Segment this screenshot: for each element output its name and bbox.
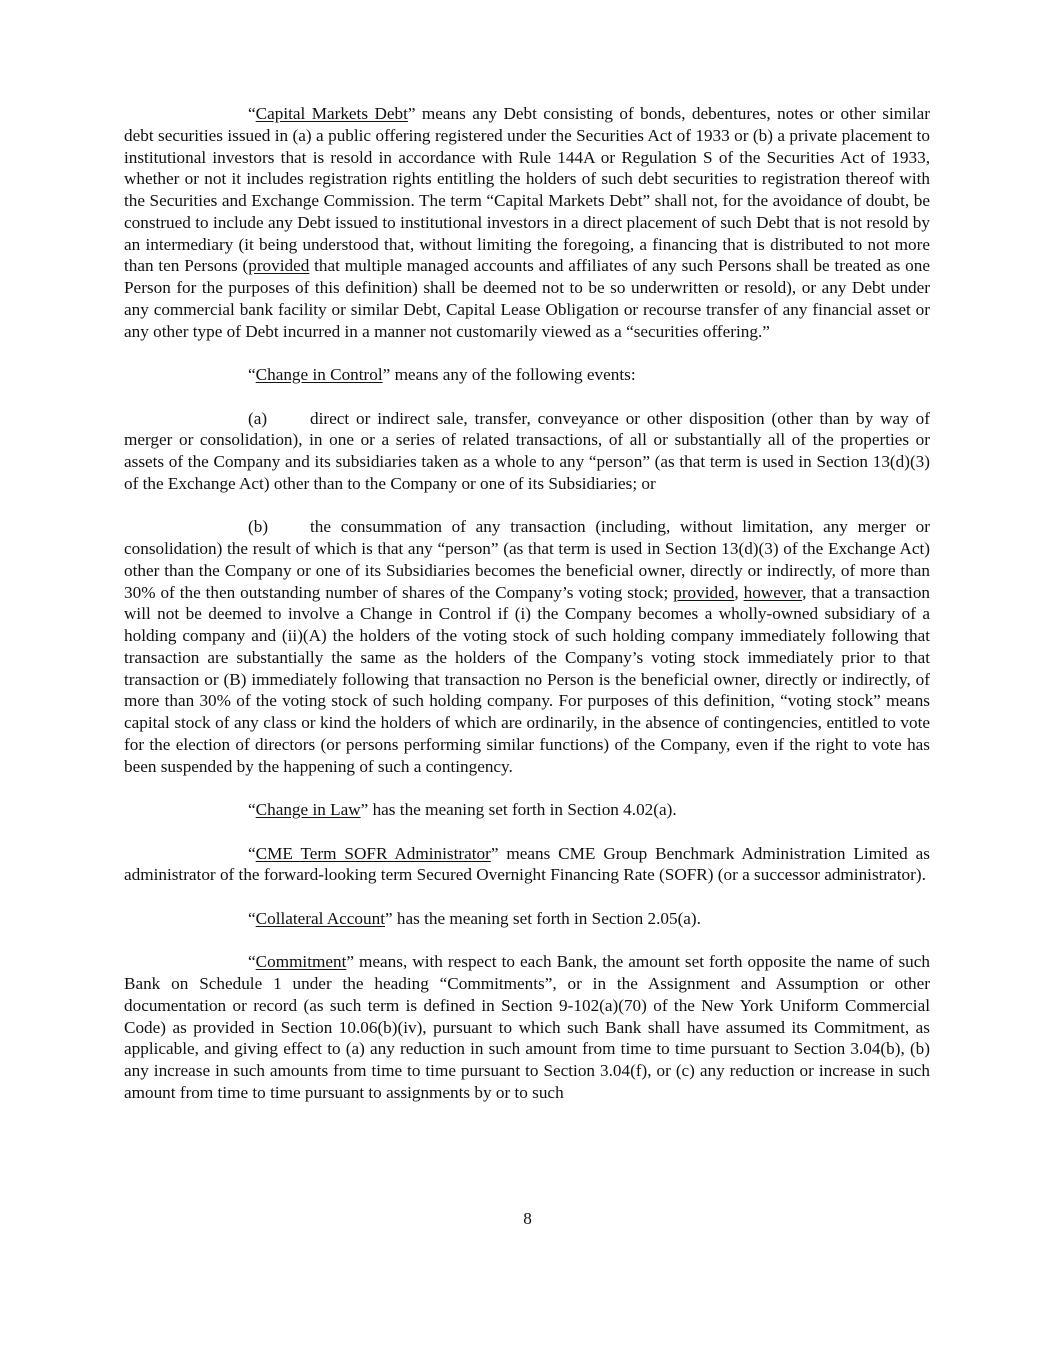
definition-collateral-account: [124, 908, 930, 930]
open-quote: “: [248, 104, 256, 123]
definition-text: ” means any of the following events:: [382, 365, 636, 384]
definition-change-in-law: [124, 799, 930, 821]
comma: ,: [734, 582, 744, 602]
open-quote: “: [248, 952, 256, 972]
definition-text: ” has the meaning set forth in Section 4.02(a).: [360, 800, 677, 819]
definition-text-end: that multiple managed accounts and affiliates of any such Persons shall be treated as one Person for the purposes of this definition) shall be deemed not to be so underwritten or resold), or any Debt under any commercial bank facility or similar Debt, Capital Lease Obligation or recourse transfer of any financial asset or any other type of Debt incurred in a manner not customarily viewed as a “securities offering.”: [124, 256, 930, 341]
clause-text-end: , that a transaction will not be deemed to involve a Change in Control if (i) the Company becomes a wholly-owned subsidiary of a holding company and (ii)(A) the holders of the voting stock of such holding company immediately following that transaction are substantially the same as the holders of the Company’s voting stock immediately prior to that transaction or (B) immediately following that transaction no Person is the beneficial owner, directly or indirectly, of more than 30% of the voting stock of such holding company. For purposes of this definition, “voting stock” means capital stock of any class or kind the holders of which are ordinarily, in the absence of contingencies, entitled to vote for the election of directors (or persons performing similar functions) of the Company, even if the right to vote has been suspended by the happening of such a contingency.: [124, 582, 931, 776]
clause-label: (b): [248, 517, 269, 537]
definition-text: ” means, with respect to each Bank, the amount set forth opposite the name of such Bank on Schedule 1 under the heading “Commitments”, or in the Assignment and Assumption or other documentation or record (as such term is defined in Section 9-102(a)(70) of the New York Uniform Commercial Code) as provided in Section 10.06(b)(iv), pursuant to which such Bank shall have assumed its Commitment, as applicable, and giving effect to (a) any reduction in such amount from time to time pursuant to Section 3.04(b), (b) any increase in such amounts from time to time pursuant to Section 3.04(f), or (c) any reduction or increase in such amount from time to time pursuant to assignments by or to such: [124, 952, 930, 1102]
definition-text: ” means CME Group Benchmark Administration Limited as administrator of the forward-looking term Secured Overnight Financing Rate (SOFR) (or a successor administrator).: [124, 843, 930, 885]
defined-term: Change in Control: [255, 365, 383, 384]
open-quote: “: [248, 843, 256, 863]
defined-term: Commitment: [255, 952, 347, 972]
document-page: [124, 103, 930, 1125]
definition-change-in-control: [124, 364, 930, 386]
definition-capital-markets-debt: [124, 103, 930, 342]
defined-term: CME Term SOFR Administrator: [255, 843, 491, 863]
however-term: however: [743, 582, 803, 602]
defined-term: Collateral Account: [255, 908, 385, 928]
definition-commitment: [124, 951, 930, 1103]
page-number: 8: [523, 1209, 532, 1228]
definition-cme-term-sofr-administrator: [124, 843, 930, 887]
defined-term: Change in Law: [255, 800, 361, 819]
provided-term: provided: [673, 582, 735, 602]
defined-term: Capital Markets Debt: [255, 104, 408, 123]
clause-text: direct or indirect sale, transfer, conveyance or other disposition (other than by way of merger or consolidation), in one or a series of related transactions, of all or substantially all of the properties or assets of the Company and its subsidiaries taken as a whole to any “person” (as that term is used in Section 13(d)(3) of the Exchange Act) other than to the Company or one of its Subsidiaries; or: [124, 408, 930, 493]
clause-a: [124, 408, 930, 495]
open-quote: “: [248, 800, 256, 819]
definition-text: ” means any Debt consisting of bonds, debentures, notes or other similar debt securities issued in (a) a public offering registered under the Securities Act of 1933 or (b) a private placement to institutional investors that is resold in accordance with Rule 144A or Regulation S of the Securities Act of 1933, whether or not it includes registration rights entitling the holders of such debt securities to registration thereof with the Securities and Exchange Commission. The term “Capital Markets Debt” shall not, for the avoidance of doubt, be construed to include any Debt issued to institutional investors in a direct placement of such Debt that is not resold by an intermediary (it being understood that, without limiting the foregoing, a financing that is distributed to not more than ten Persons (: [124, 104, 931, 276]
open-quote: “: [248, 908, 256, 928]
open-quote: “: [248, 365, 256, 384]
definition-text: ” has the meaning set forth in Section 2.05(a).: [384, 908, 701, 928]
provided-term: provided: [248, 256, 310, 276]
clause-b: [124, 516, 930, 777]
clause-text: the consummation of any transaction (including, without limitation, any merger or consolidation) the result of which is that any “person” (as that term is used in Section 13(d)(3) of the Exchange Act) other than the Company or one of its Subsidiaries becomes the beneficial owner, directly or indirectly, of more than 30% of the then outstanding number of shares of the Company’s voting stock;: [124, 517, 930, 602]
clause-label: (a): [248, 408, 268, 428]
